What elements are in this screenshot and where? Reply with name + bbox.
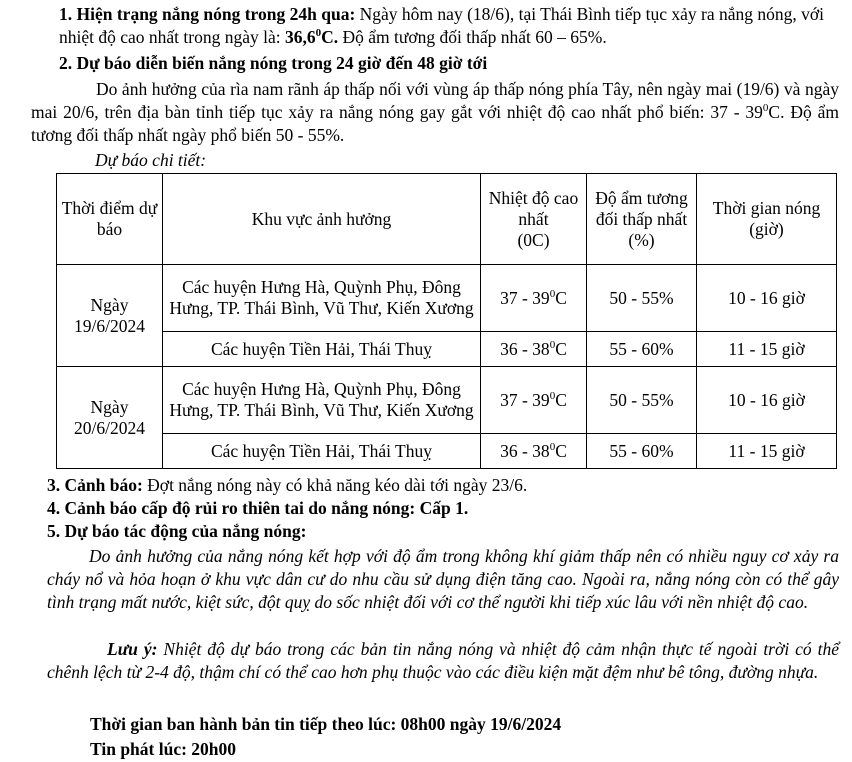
section-4 — [47, 497, 468, 520]
table-header-row — [57, 174, 837, 265]
section-3 — [47, 474, 527, 497]
date-cell: Ngày 19/6/2024 — [57, 265, 163, 367]
header-time: Thời điểm dự báo — [57, 174, 163, 265]
sent-time: Tin phát lúc: 20h00 — [90, 739, 237, 759]
table-row — [57, 367, 837, 434]
hours-cell: 11 - 15 giờ — [697, 332, 837, 367]
section-1-text-b: Độ ẩm tương đối thấp nhất 60 – 65%. — [338, 27, 607, 47]
humidity-cell: 50 - 55% — [587, 367, 697, 434]
section-3-heading: 3. Cảnh báo: — [47, 475, 143, 495]
section-2-paragraph — [31, 78, 839, 147]
area-cell: Các huyện Tiền Hải, Thái Thuỵ — [163, 434, 481, 469]
section-1-heading: 1. Hiện trạng nắng nóng trong 24h qua: — [59, 4, 356, 24]
section-5-paragraph: Do ảnh hưởng của nắng nóng kết hợp với độ ẩm trong không khí giảm thấp nên có nhiều nguy cơ xảy ra cháy nổ và hỏa hoạn ở khu vực dân cư do nhu cầu sử dụng điện tăng cao. Ngoài ra, nắng nóng còn có thể gây tình trạng mất nước, kiệt sức, đột quỵ do sốc nhiệt đối với cơ thể người khi tiếp xúc lâu với nền nhiệt độ cao. — [47, 546, 839, 612]
next-issue-time: Thời gian ban hành bản tin tiếp theo lúc: 08h00 ngày 19/6/2024 — [90, 714, 562, 734]
table-row — [57, 265, 837, 332]
temp-cell: $37 - 39^0C$ — [481, 367, 587, 434]
humidity-cell: 55 - 60% — [587, 332, 697, 367]
note-paragraph — [47, 638, 839, 684]
hours-cell: 10 - 16 giờ — [697, 265, 837, 332]
temp-cell: $36 - 38^0C$ — [481, 434, 587, 469]
hours-cell: 10 - 16 giờ — [697, 367, 837, 434]
temp-cell: $36 - 38^0C$ — [481, 332, 587, 367]
section-5-heading: 5. Dự báo tác động của nắng nóng: — [47, 521, 307, 541]
section-1-text-a: Ngày hôm nay (18/6), tại Thái Bình tiếp tục xảy ra nắng nóng, với nhiệt độ cao nhất trong ngày là: — [59, 4, 824, 47]
section-2-paragraph-a: Do ảnh hưởng của rìa nam rãnh áp thấp nối với vùng áp thấp nóng phía Tây, nên ngày mai (19/6) và ngày mai 20/6, trên địa bàn tỉnh tiếp tục xảy ra nắng nóng gay gắt với nhiệt độ cao nhất phổ biến: 37 - 39 — [31, 79, 839, 122]
area-cell: Các huyện Hưng Hà, Quỳnh Phụ, Đông Hưng, TP. Thái Bình, Vũ Thư, Kiến Xương — [163, 265, 481, 332]
section-3-text: Đợt nắng nóng này có khả năng kéo dài tới ngày 23/6. — [142, 475, 528, 495]
temp-cell: $37 - 39^0C$ — [481, 265, 587, 332]
date-cell: Ngày 20/6/2024 — [57, 367, 163, 469]
humidity-cell: 55 - 60% — [587, 434, 697, 469]
note-label: Lưu ý: — [107, 639, 158, 659]
section-2-paragraph-b: Độ ẩm tương đối thấp nhất ngày phổ biến 50 - 55%. — [31, 102, 839, 145]
header-temp: Nhiệt độ cao nhất (0C) — [481, 174, 587, 265]
degree-symbol: 0 — [762, 102, 769, 115]
section-5 — [47, 520, 306, 543]
note-text: Nhiệt độ dự báo trong các bản tin nắng nóng và nhiệt độ cảm nhận thực tế ngoài trời có thể chênh lệch từ 2-4 độ, thậm chí có thể cao hơn phụ thuộc vào các điều kiện mặt đệm như bê tông, đường nhựa. — [47, 639, 839, 682]
section-1-unit: C. — [321, 27, 339, 47]
area-cell: Các huyện Tiền Hải, Thái Thuỵ — [163, 332, 481, 367]
section-2-heading: 2. Dự báo diễn biến nắng nóng trong 24 giờ đến 48 giờ tới — [59, 53, 488, 73]
section-4-heading: 4. Cảnh báo cấp độ rủi ro thiên tai do nắng nóng: Cấp 1. — [47, 498, 469, 518]
section-1-max-temp: 36,6 — [284, 27, 316, 47]
detail-label: Dự báo chi tiết: — [95, 150, 207, 170]
degree-symbol: 0 — [315, 27, 322, 40]
table-row — [57, 332, 837, 367]
section-2-paragraph-unit: C. — [768, 102, 785, 122]
humidity-cell: 50 - 55% — [587, 265, 697, 332]
section-1 — [59, 3, 839, 49]
header-hours: Thời gian nóng (giờ) — [697, 174, 837, 265]
header-temp-unit: (0C) — [517, 229, 550, 250]
header-humidity: Độ ẩm tương đối thấp nhất (%) — [587, 174, 697, 265]
header-area: Khu vực ảnh hưởng — [163, 174, 481, 265]
hours-cell: 11 - 15 giờ — [697, 434, 837, 469]
table-row — [57, 434, 837, 469]
area-cell: Các huyện Hưng Hà, Quỳnh Phụ, Đông Hưng, TP. Thái Bình, Vũ Thư, Kiến Xương — [163, 367, 481, 434]
forecast-table — [56, 173, 837, 469]
